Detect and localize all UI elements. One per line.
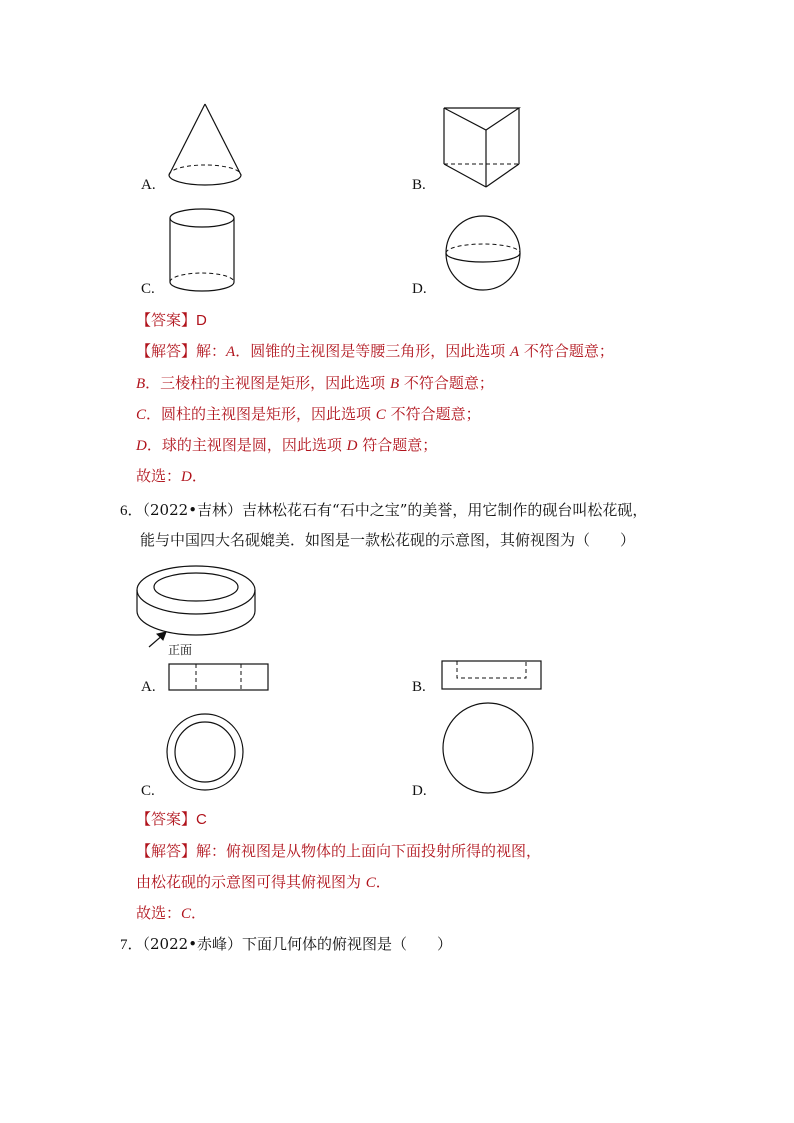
- q6-stem-line-1: 6．（2022•吉林）吉林松花石有“石中之宝”的美誉，用它制作的砚台叫松花砚，: [120, 501, 648, 519]
- option-c-label: C.: [141, 281, 155, 297]
- option-d-label: D.: [412, 281, 427, 297]
- option-a-view: [169, 664, 268, 690]
- front-label: 正面: [168, 643, 193, 657]
- sphere-shape: [446, 216, 520, 290]
- q6-answer: [136, 809, 207, 830]
- q7-stem: 7．（2022•赤峰）下面几何体的俯视图是（ ）: [120, 935, 453, 953]
- q6-stem-line-2: 能与中国四大名砚媲美．如图是一款松花砚的示意图，其俯视图为（ ）: [140, 531, 636, 549]
- option-b-label: B.: [412, 177, 426, 193]
- q6-option-c-label: C.: [141, 783, 155, 799]
- q6-conclusion: 故选：C．: [136, 904, 207, 922]
- option-b-view: [442, 661, 541, 689]
- inkstone-figure: [137, 566, 255, 647]
- q5-explain-line-2: B．三棱柱的主视图是矩形，因此选项 B 不符合题意；: [136, 374, 494, 392]
- option-d-view: [443, 703, 533, 793]
- q5-conclusion: 故选：D．: [136, 467, 207, 485]
- answer-value: C: [196, 811, 207, 828]
- q6-option-d-label: D.: [412, 783, 427, 799]
- cone-shape: [169, 104, 241, 185]
- cylinder-shape: [170, 209, 234, 291]
- q5-answer: [136, 310, 207, 331]
- q6-option-a-label: A.: [141, 679, 156, 695]
- option-c-view: [167, 714, 243, 790]
- q6-explain-line-2: 由松花砚的示意图可得其俯视图为 C．: [136, 873, 391, 891]
- answer-value: D: [196, 312, 207, 329]
- q6-explain-line-1: 【解答】解：俯视图是从物体的上面向下面投射所得的视图，: [136, 842, 542, 860]
- q6-option-b-label: B.: [412, 679, 426, 695]
- answer-tag: 【答案】: [136, 810, 197, 828]
- q5-explain-line-4: D．球的主视图是圆，因此选项 D 符合题意；: [136, 436, 438, 454]
- option-a-label: A.: [141, 177, 156, 193]
- q5-explain-line-3: C．圆柱的主视图是矩形，因此选项 C 不符合题意；: [136, 405, 481, 423]
- answer-tag: 【答案】: [136, 311, 197, 329]
- triangular-prism-shape: [444, 108, 519, 187]
- q5-explain-line-1: 【解答】解：A．圆锥的主视图是等腰三角形，因此选项 A 不符合题意；: [136, 342, 614, 360]
